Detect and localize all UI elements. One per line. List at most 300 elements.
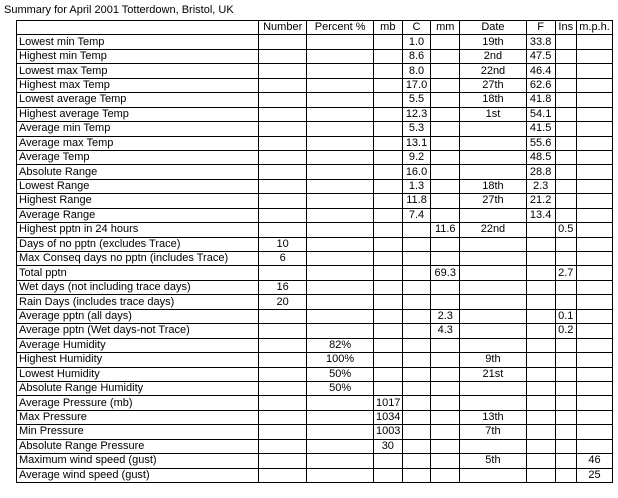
table-row bbox=[17, 78, 613, 92]
table-cell: 10 bbox=[259, 237, 307, 251]
table-cell: 21.2 bbox=[526, 194, 555, 208]
table-cell bbox=[555, 439, 577, 453]
table-cell: 1034 bbox=[373, 410, 402, 424]
table-cell bbox=[402, 266, 431, 280]
table-cell bbox=[402, 324, 431, 338]
table-cell bbox=[259, 136, 307, 150]
table-cell bbox=[577, 396, 613, 410]
column-header: C bbox=[402, 21, 431, 35]
table-cell: 0.2 bbox=[555, 324, 577, 338]
table-cell: 16 bbox=[259, 280, 307, 294]
table-cell bbox=[373, 35, 402, 49]
table-cell bbox=[259, 410, 307, 424]
table-cell bbox=[373, 208, 402, 222]
table-cell bbox=[259, 223, 307, 237]
table-cell: 62.6 bbox=[526, 78, 555, 92]
table-cell bbox=[526, 338, 555, 352]
table-cell bbox=[577, 107, 613, 121]
table-row bbox=[17, 35, 613, 49]
table-row bbox=[17, 237, 613, 251]
table-cell: 54.1 bbox=[526, 107, 555, 121]
table-cell bbox=[431, 425, 460, 439]
table-cell: 8.0 bbox=[402, 64, 431, 78]
table-cell bbox=[577, 35, 613, 49]
row-label: Absolute Range Pressure bbox=[17, 439, 259, 453]
table-cell: 13.1 bbox=[402, 136, 431, 150]
row-label: Average Humidity bbox=[17, 338, 259, 352]
table-cell bbox=[373, 454, 402, 468]
header-row bbox=[17, 21, 613, 35]
table-cell bbox=[526, 396, 555, 410]
table-cell bbox=[526, 280, 555, 294]
table-cell bbox=[577, 194, 613, 208]
table-cell bbox=[307, 425, 374, 439]
table-cell bbox=[373, 468, 402, 482]
table-cell bbox=[460, 150, 527, 164]
table-cell: 41.8 bbox=[526, 93, 555, 107]
table-cell bbox=[526, 295, 555, 309]
row-label: Average Range bbox=[17, 208, 259, 222]
table-cell bbox=[402, 309, 431, 323]
table-row bbox=[17, 439, 613, 453]
table-cell bbox=[402, 410, 431, 424]
table-row bbox=[17, 150, 613, 164]
table-cell bbox=[307, 107, 374, 121]
table-row bbox=[17, 454, 613, 468]
table-cell: 100% bbox=[307, 353, 374, 367]
table-cell bbox=[555, 280, 577, 294]
table-row bbox=[17, 107, 613, 121]
page-title: Summary for April 2001 Totterdown, Bristol, UK bbox=[4, 4, 234, 16]
table-cell bbox=[259, 78, 307, 92]
table-cell bbox=[431, 410, 460, 424]
table-cell: 17.0 bbox=[402, 78, 431, 92]
table-cell bbox=[373, 179, 402, 193]
table-cell bbox=[555, 468, 577, 482]
table-row bbox=[17, 338, 613, 352]
table-row bbox=[17, 396, 613, 410]
table-cell bbox=[373, 136, 402, 150]
table-cell bbox=[307, 396, 374, 410]
table-cell bbox=[431, 78, 460, 92]
table-cell bbox=[259, 266, 307, 280]
table-cell: 1017 bbox=[373, 396, 402, 410]
table-cell bbox=[307, 208, 374, 222]
table-cell bbox=[555, 208, 577, 222]
table-cell bbox=[460, 122, 527, 136]
table-cell bbox=[577, 353, 613, 367]
table-cell bbox=[577, 425, 613, 439]
table-cell: 16.0 bbox=[402, 165, 431, 179]
table-cell bbox=[259, 35, 307, 49]
table-cell bbox=[259, 64, 307, 78]
table-row bbox=[17, 136, 613, 150]
table-cell bbox=[373, 223, 402, 237]
table-cell bbox=[577, 266, 613, 280]
table-row bbox=[17, 425, 613, 439]
table-cell: 69.3 bbox=[431, 266, 460, 280]
table-cell bbox=[526, 252, 555, 266]
table-cell bbox=[259, 93, 307, 107]
table-cell bbox=[259, 179, 307, 193]
table-cell bbox=[460, 136, 527, 150]
table-cell bbox=[526, 425, 555, 439]
table-row bbox=[17, 252, 613, 266]
table-cell bbox=[373, 338, 402, 352]
table-cell bbox=[307, 454, 374, 468]
table-cell bbox=[460, 324, 527, 338]
row-label: Highest Humidity bbox=[17, 353, 259, 367]
table-cell bbox=[460, 439, 527, 453]
table-row bbox=[17, 324, 613, 338]
table-cell bbox=[307, 223, 374, 237]
table-cell bbox=[431, 150, 460, 164]
table-cell bbox=[526, 410, 555, 424]
summary-table bbox=[16, 20, 613, 483]
table-cell bbox=[526, 367, 555, 381]
table-cell bbox=[555, 194, 577, 208]
table-cell bbox=[555, 237, 577, 251]
table-cell bbox=[555, 381, 577, 395]
table-cell: 33.8 bbox=[526, 35, 555, 49]
table-cell bbox=[431, 122, 460, 136]
row-label: Average pptn (Wet days-not Trace) bbox=[17, 324, 259, 338]
row-label: Average wind speed (gust) bbox=[17, 468, 259, 482]
row-label: Lowest Range bbox=[17, 179, 259, 193]
table-row bbox=[17, 165, 613, 179]
row-label: Wet days (not including trace days) bbox=[17, 280, 259, 294]
table-cell: 21st bbox=[460, 367, 527, 381]
table-cell bbox=[431, 439, 460, 453]
table-cell: 8.6 bbox=[402, 49, 431, 63]
table-cell bbox=[431, 64, 460, 78]
row-label: Absolute Range Humidity bbox=[17, 381, 259, 395]
table-cell bbox=[577, 93, 613, 107]
table-cell bbox=[526, 439, 555, 453]
table-cell bbox=[577, 179, 613, 193]
table-cell bbox=[460, 237, 527, 251]
table-cell bbox=[577, 309, 613, 323]
table-cell bbox=[402, 381, 431, 395]
table-cell: 1.0 bbox=[402, 35, 431, 49]
table-cell bbox=[259, 208, 307, 222]
table-cell: 6 bbox=[259, 252, 307, 266]
table-cell bbox=[402, 353, 431, 367]
table-cell bbox=[402, 252, 431, 266]
table-cell bbox=[577, 64, 613, 78]
table-cell bbox=[373, 194, 402, 208]
table-cell bbox=[555, 367, 577, 381]
table-cell bbox=[373, 78, 402, 92]
table-cell bbox=[555, 93, 577, 107]
table-row bbox=[17, 122, 613, 136]
column-header: F bbox=[526, 21, 555, 35]
table-cell bbox=[555, 165, 577, 179]
table-cell bbox=[555, 122, 577, 136]
table-body bbox=[17, 35, 613, 483]
table-cell bbox=[577, 280, 613, 294]
table-cell bbox=[577, 338, 613, 352]
table-cell bbox=[373, 280, 402, 294]
table-cell bbox=[307, 410, 374, 424]
table-cell bbox=[373, 93, 402, 107]
table-cell bbox=[431, 295, 460, 309]
table-row bbox=[17, 223, 613, 237]
table-cell bbox=[373, 266, 402, 280]
table-cell bbox=[259, 381, 307, 395]
column-header-label bbox=[17, 21, 259, 35]
table-cell bbox=[259, 150, 307, 164]
table-cell: 13.4 bbox=[526, 208, 555, 222]
table-cell bbox=[577, 439, 613, 453]
row-label: Lowest max Temp bbox=[17, 64, 259, 78]
table-cell bbox=[402, 237, 431, 251]
table-cell bbox=[259, 49, 307, 63]
table-cell: 1st bbox=[460, 107, 527, 121]
table-cell bbox=[307, 136, 374, 150]
table-cell bbox=[307, 122, 374, 136]
table-cell bbox=[259, 107, 307, 121]
table-cell bbox=[373, 165, 402, 179]
table-cell: 20 bbox=[259, 295, 307, 309]
table-cell bbox=[555, 454, 577, 468]
table-cell: 46 bbox=[577, 454, 613, 468]
table-cell bbox=[259, 425, 307, 439]
table-cell bbox=[373, 324, 402, 338]
table-cell bbox=[555, 353, 577, 367]
table-cell: 22nd bbox=[460, 223, 527, 237]
table-cell bbox=[577, 381, 613, 395]
table-row bbox=[17, 194, 613, 208]
table-cell bbox=[373, 49, 402, 63]
table-cell: 13th bbox=[460, 410, 527, 424]
row-label: Average min Temp bbox=[17, 122, 259, 136]
table-cell bbox=[526, 454, 555, 468]
table-cell bbox=[307, 35, 374, 49]
table-cell bbox=[460, 381, 527, 395]
table-cell bbox=[402, 338, 431, 352]
table-cell: 7.4 bbox=[402, 208, 431, 222]
table-cell: 9th bbox=[460, 353, 527, 367]
table-cell bbox=[431, 396, 460, 410]
table-cell bbox=[460, 396, 527, 410]
table-cell bbox=[259, 396, 307, 410]
column-header: Ins bbox=[555, 21, 577, 35]
table-cell: 9.2 bbox=[402, 150, 431, 164]
table-cell bbox=[460, 280, 527, 294]
table-cell: 55.6 bbox=[526, 136, 555, 150]
table-cell bbox=[307, 150, 374, 164]
table-cell bbox=[577, 136, 613, 150]
table-cell bbox=[402, 425, 431, 439]
table-cell bbox=[307, 194, 374, 208]
table-cell: 18th bbox=[460, 93, 527, 107]
row-label: Lowest Humidity bbox=[17, 367, 259, 381]
table-cell bbox=[373, 353, 402, 367]
table-cell bbox=[431, 93, 460, 107]
table-cell bbox=[577, 410, 613, 424]
table-cell: 28.8 bbox=[526, 165, 555, 179]
table-cell bbox=[526, 353, 555, 367]
table-cell bbox=[259, 122, 307, 136]
table-cell bbox=[431, 179, 460, 193]
table-cell bbox=[431, 136, 460, 150]
table-cell bbox=[307, 49, 374, 63]
table-cell bbox=[373, 107, 402, 121]
table-cell bbox=[307, 280, 374, 294]
table-cell bbox=[577, 367, 613, 381]
table-cell bbox=[402, 454, 431, 468]
table-cell bbox=[307, 439, 374, 453]
table-cell bbox=[259, 324, 307, 338]
table-cell bbox=[373, 367, 402, 381]
table-cell: 48.5 bbox=[526, 150, 555, 164]
table-cell bbox=[460, 252, 527, 266]
table-cell bbox=[555, 410, 577, 424]
table-cell bbox=[555, 136, 577, 150]
table-cell bbox=[577, 324, 613, 338]
row-label: Maximum wind speed (gust) bbox=[17, 454, 259, 468]
table-cell: 2.3 bbox=[526, 179, 555, 193]
table-cell bbox=[307, 309, 374, 323]
table-row bbox=[17, 367, 613, 381]
table-cell bbox=[460, 338, 527, 352]
table-cell: 47.5 bbox=[526, 49, 555, 63]
table-cell bbox=[431, 165, 460, 179]
row-label: Average Pressure (mb) bbox=[17, 396, 259, 410]
table-cell bbox=[526, 237, 555, 251]
table-cell: 46.4 bbox=[526, 64, 555, 78]
table-cell bbox=[307, 295, 374, 309]
table-cell bbox=[373, 64, 402, 78]
table-row bbox=[17, 266, 613, 280]
table-cell bbox=[307, 64, 374, 78]
table-cell: 50% bbox=[307, 367, 374, 381]
row-label: Max Pressure bbox=[17, 410, 259, 424]
table-cell bbox=[431, 280, 460, 294]
table-cell bbox=[373, 122, 402, 136]
table-cell: 22nd bbox=[460, 64, 527, 78]
table-cell bbox=[402, 280, 431, 294]
table-cell: 5.3 bbox=[402, 122, 431, 136]
table-cell bbox=[431, 237, 460, 251]
table-cell bbox=[431, 338, 460, 352]
table-cell bbox=[307, 165, 374, 179]
table-cell bbox=[259, 439, 307, 453]
table-cell bbox=[526, 468, 555, 482]
table-cell bbox=[307, 179, 374, 193]
table-cell: 2.7 bbox=[555, 266, 577, 280]
table-row bbox=[17, 64, 613, 78]
table-cell bbox=[431, 35, 460, 49]
table-cell bbox=[555, 338, 577, 352]
table-cell bbox=[555, 35, 577, 49]
table-cell bbox=[577, 252, 613, 266]
table-cell bbox=[307, 468, 374, 482]
table-row bbox=[17, 208, 613, 222]
table-cell bbox=[526, 324, 555, 338]
table-cell bbox=[577, 295, 613, 309]
table-cell: 2nd bbox=[460, 49, 527, 63]
table-cell bbox=[460, 309, 527, 323]
column-header: Date bbox=[460, 21, 527, 35]
table-cell: 2.3 bbox=[431, 309, 460, 323]
row-label: Highest min Temp bbox=[17, 49, 259, 63]
table-cell bbox=[577, 150, 613, 164]
table-cell bbox=[577, 165, 613, 179]
table-row bbox=[17, 309, 613, 323]
row-label: Absolute Range bbox=[17, 165, 259, 179]
table-cell bbox=[431, 367, 460, 381]
column-header: Percent % bbox=[307, 21, 374, 35]
table-cell: 11.8 bbox=[402, 194, 431, 208]
table-cell bbox=[307, 237, 374, 251]
table-cell bbox=[555, 64, 577, 78]
table-cell bbox=[460, 468, 527, 482]
table-cell bbox=[555, 49, 577, 63]
table-cell bbox=[307, 324, 374, 338]
table-cell: 27th bbox=[460, 78, 527, 92]
table-cell bbox=[460, 208, 527, 222]
table-cell bbox=[526, 309, 555, 323]
table-cell: 18th bbox=[460, 179, 527, 193]
table-cell: 7th bbox=[460, 425, 527, 439]
column-header: mb bbox=[373, 21, 402, 35]
table-row bbox=[17, 295, 613, 309]
table-cell: 5.5 bbox=[402, 93, 431, 107]
table-cell bbox=[373, 295, 402, 309]
table-cell bbox=[431, 208, 460, 222]
table-cell: 27th bbox=[460, 194, 527, 208]
table-cell bbox=[460, 165, 527, 179]
table-row bbox=[17, 410, 613, 424]
table-cell bbox=[555, 78, 577, 92]
table-cell bbox=[402, 223, 431, 237]
table-cell: 5th bbox=[460, 454, 527, 468]
table-cell bbox=[373, 150, 402, 164]
table-cell bbox=[307, 78, 374, 92]
table-cell: 41.5 bbox=[526, 122, 555, 136]
table-cell bbox=[555, 425, 577, 439]
column-header: m.p.h. bbox=[577, 21, 613, 35]
table-cell bbox=[259, 309, 307, 323]
row-label: Average pptn (all days) bbox=[17, 309, 259, 323]
table-cell bbox=[307, 266, 374, 280]
table-cell bbox=[259, 165, 307, 179]
table-cell: 25 bbox=[577, 468, 613, 482]
table-row bbox=[17, 353, 613, 367]
table-cell bbox=[402, 396, 431, 410]
table-cell bbox=[373, 237, 402, 251]
row-label: Average Temp bbox=[17, 150, 259, 164]
table-cell bbox=[259, 468, 307, 482]
table-cell bbox=[460, 295, 527, 309]
table-cell bbox=[373, 309, 402, 323]
row-label: Highest average Temp bbox=[17, 107, 259, 121]
table-cell bbox=[431, 381, 460, 395]
table-cell bbox=[526, 223, 555, 237]
column-header: mm bbox=[431, 21, 460, 35]
column-header: Number bbox=[259, 21, 307, 35]
row-label: Highest Range bbox=[17, 194, 259, 208]
table-cell bbox=[402, 295, 431, 309]
table-cell bbox=[431, 454, 460, 468]
row-label: Lowest average Temp bbox=[17, 93, 259, 107]
table-cell bbox=[259, 353, 307, 367]
table-cell bbox=[577, 208, 613, 222]
row-label: Lowest min Temp bbox=[17, 35, 259, 49]
table-cell: 50% bbox=[307, 381, 374, 395]
